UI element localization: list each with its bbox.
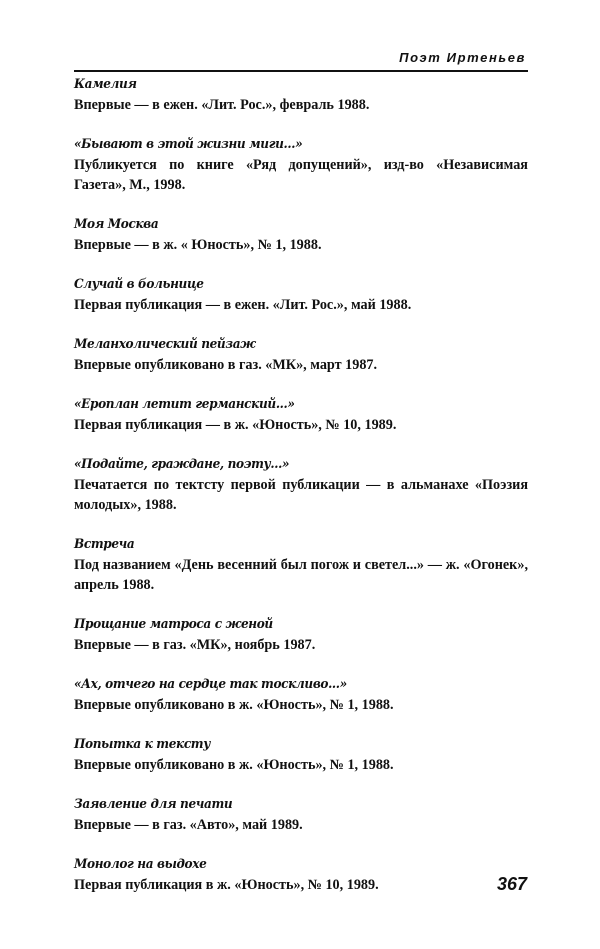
publication-note: Первая публикация — в ежен. «Лит. Рос.», май 1988.: [74, 297, 412, 313]
publication-note: Впервые опубликовано в газ. «МК», март 1987.: [74, 357, 378, 373]
note-entry: [74, 535, 528, 595]
note-entry: [74, 335, 528, 375]
publication-note: Впервые — в газ. «МК», ноябрь 1987.: [74, 637, 316, 653]
poem-title: Моя Москва: [74, 217, 159, 232]
running-head: [74, 50, 528, 72]
publication-note: Впервые опубликовано в ж. «Юность», № 1, 1988.: [74, 757, 394, 773]
note-entry: [74, 455, 528, 515]
running-head-title: Поэт Иртеньев: [399, 50, 526, 65]
poem-title: «Бывают в этой жизни миги...»: [74, 137, 303, 152]
poem-title: Прощание матроса с женой: [74, 617, 273, 632]
note-entry: [74, 395, 528, 435]
page-number: 367: [496, 874, 527, 894]
note-entry: [74, 855, 528, 895]
poem-title: «Ах, отчего на сердце так тоскливо...»: [74, 677, 347, 692]
note-entry: [74, 675, 528, 715]
publication-note: Впервые — в газ. «Авто», май 1989.: [74, 817, 303, 833]
note-entry: [74, 275, 528, 315]
poem-title: Встреча: [74, 537, 135, 552]
publication-note: Впервые — в ежен. «Лит. Рос.», февраль 1988.: [74, 97, 370, 113]
poem-title: Случай в больнице: [74, 277, 204, 292]
publication-note: Впервые — в ж. « Юность», № 1, 1988.: [74, 237, 322, 253]
note-entry: [74, 795, 528, 835]
poem-title: Попытка к тексту: [74, 737, 211, 752]
publication-note: Печатается по тектсту первой публикации — в альманахе «Поэзия молодых», 1988.: [74, 477, 528, 513]
poem-title: Меланхолический пейзаж: [74, 337, 256, 352]
note-entry: [74, 135, 528, 195]
note-entry: [74, 615, 528, 655]
note-entry: [74, 215, 528, 255]
poem-title: Камелия: [74, 77, 137, 92]
publication-note: Первая публикация — в ж. «Юность», № 10, 1989.: [74, 417, 397, 433]
publication-note: Впервые опубликовано в ж. «Юность», № 1, 1988.: [74, 697, 394, 713]
poem-title: «Подайте, граждане, поэту...»: [74, 457, 290, 472]
note-entry: [74, 735, 528, 775]
poem-title: Монолог на выдохе: [74, 857, 207, 872]
notes-list: [74, 75, 528, 915]
publication-note: Под названием «День весенний был погож и светел...» — ж. «Огонек», апрель 1988.: [74, 557, 528, 593]
publication-note: Публикуется по книге «Ряд допущений», изд-во «Независимая Газета», М., 1998.: [74, 157, 528, 193]
note-entry: [74, 75, 528, 115]
publication-note: Первая публикация в ж. «Юность», № 10, 1989.: [74, 877, 379, 893]
poem-title: Заявление для печати: [74, 797, 233, 812]
poem-title: «Ероплан летит германский...»: [74, 397, 295, 412]
